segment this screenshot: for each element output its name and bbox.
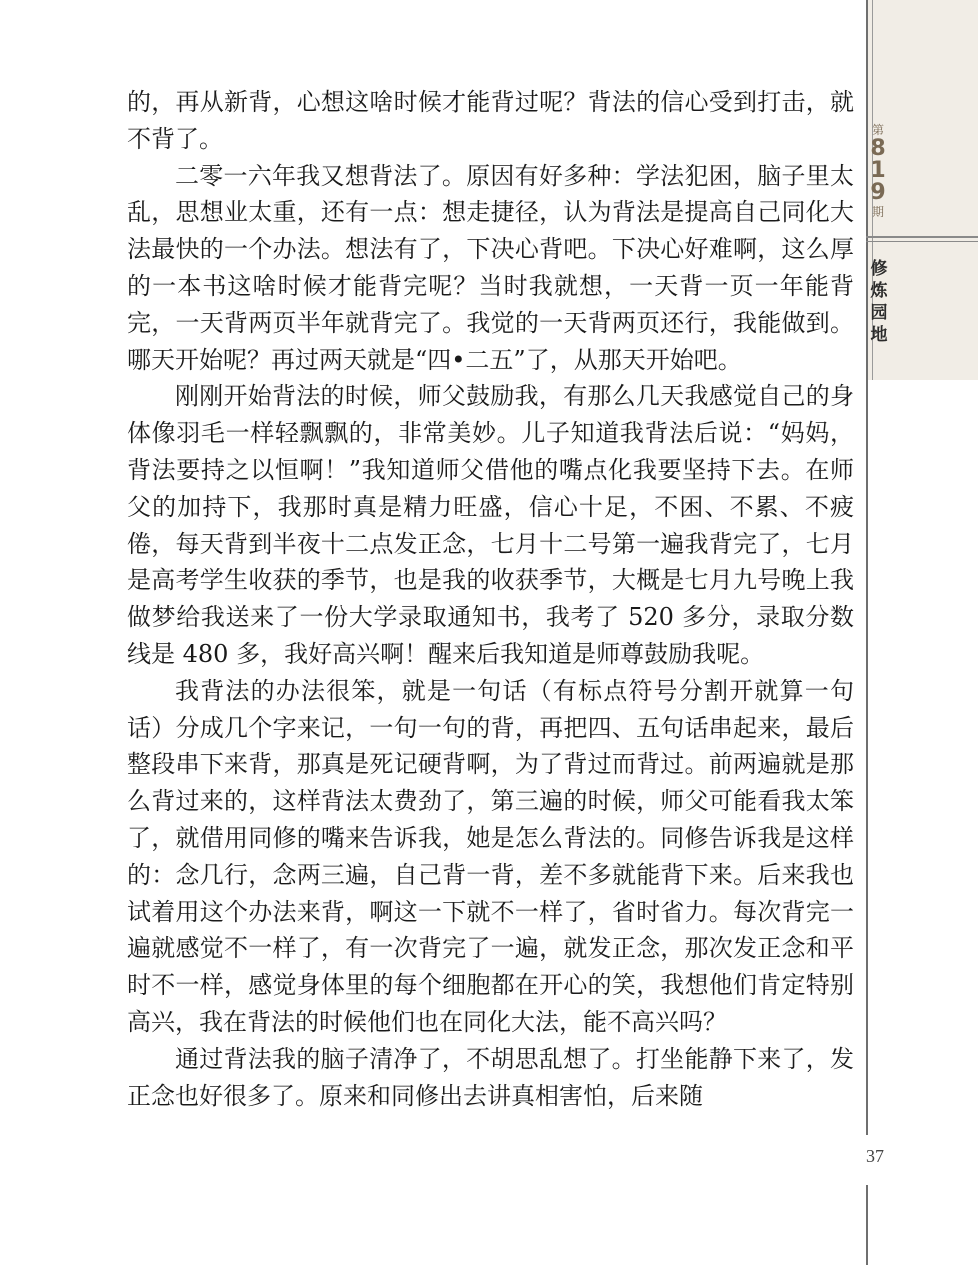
column-title-char-4: 地 (870, 325, 888, 345)
sidebar-divider-thin (866, 241, 978, 242)
column-title (866, 258, 892, 346)
column-title-char-3: 园 (870, 303, 888, 323)
page-number: 37 (866, 1146, 884, 1166)
paragraph-3: 刚刚开始背法的时候，师父鼓励我，有那么几天我感觉自己的身体像羽毛一样轻飘飘的，非常美妙。儿子知道我背法后说：“妈妈，背法要持之以恒啊！”我知道师父借他的嘴点化我要坚持下去。在师父的加持下，我那时真是精力旺盛，信心十足，不困、不累、不疲倦，每天背到半夜十二点发正念，七月十二号第一遍我背完了，七月是高考学生收获的季节，也是我的收获季节，大概是七月九号晚上我做梦给我送来了一份大学录取通知书，我考了 520 多分，录取分数线是 480 多，我好高兴啊！醒来后我知道是师尊鼓励我呢。 (127, 382, 854, 668)
sidebar-rule-lower (866, 1185, 868, 1265)
column-title-char-1: 修 (870, 259, 888, 279)
issue-suffix: 期 (871, 205, 884, 219)
column-title-char-2: 炼 (870, 281, 888, 301)
page-sidebar (866, 0, 978, 1265)
issue-label (866, 122, 890, 220)
issue-number: 8 1 9 (870, 136, 886, 205)
paragraph-2: 二零一六年我又想背法了。原因有好多种：学法犯困，脑子里太乱，思想业太重，还有一点：想走捷径，认为背法是提高自己同化大法最快的一个办法。想法有了，下决心背吧。下决心好难啊，这么厚的一本书这啥时候才能背完呢？当时我就想，一天背一页一年能背完，一天背两页半年就背完了。我觉的一天背两页还行，我能做到。哪天开始呢？再过两天就是“四•二五”了，从那天开始吧。 (127, 161, 854, 374)
paragraph-1: 的，再从新背，心想这啥时候才能背过呢？背法的信心受到打击，就不背了。 (127, 88, 854, 153)
sidebar-divider (866, 236, 978, 238)
paragraph-5: 通过背法我的脑子清净了，不胡思乱想了。打坐能静下来了，发正念也好很多了。原来和同修出去讲真相害怕，后来随 (127, 1044, 854, 1110)
article-body (127, 84, 854, 1114)
paragraph-4: 我背法的办法很笨，就是一句话（有标点符号分割开就算一句话）分成几个字来记，一句一句的背，再把四、五句话串起来，最后整段串下来背，那真是死记硬背啊，为了背过而背过。前两遍就是那么背过来的，这样背法太费劲了，第三遍的时候，师父可能看我太笨了，就借用同修的嘴来告诉我，她是怎么背法的。同修告诉我是这样的：念几行，念两三遍，自己背一背，差不多就能背下来。后来我也试着用这个办法来背，啊这一下就不一样了，省时省力。每次背完一遍就感觉不一样了，有一次背完了一遍，就发正念，那次发正念和平时不一样，感觉身体里的每个细胞都在开心的笑，我想他们肯定特别高兴，我在背法的时候他们也在同化大法，能不高兴吗？ (127, 676, 854, 1036)
issue-prefix: 第 (871, 123, 884, 137)
